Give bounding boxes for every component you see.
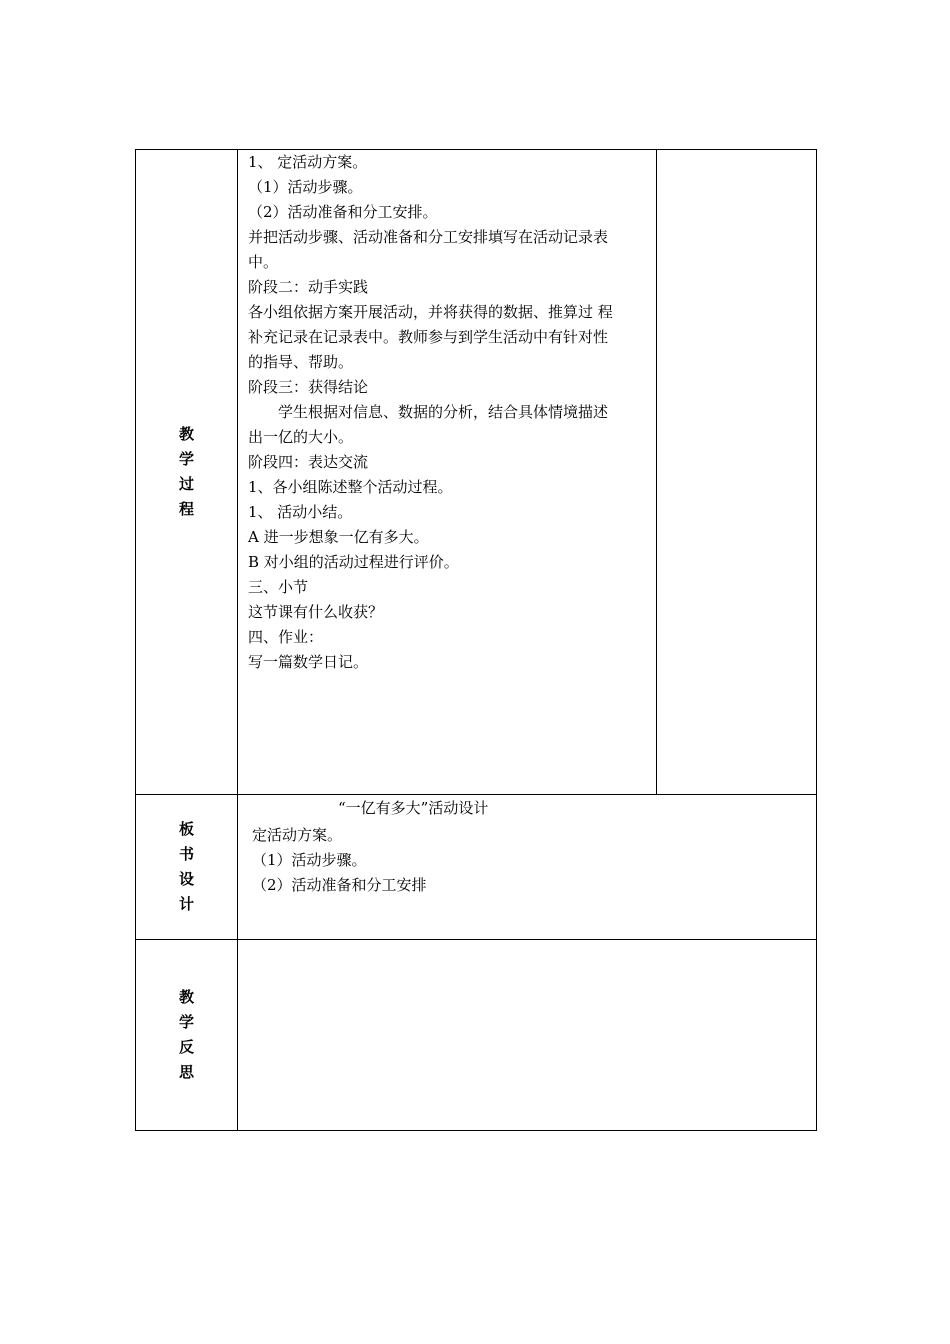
label-char: 设 [178, 870, 194, 888]
process-line: （2）活动准备和分工安排。 [248, 203, 438, 221]
process-line: 的指导、帮助。 [248, 353, 354, 371]
label-char: 计 [178, 895, 194, 913]
process-line: 各小组依据方案开展活动，并将获得的数据、推算过 程 [248, 303, 613, 321]
board-design-title: “一亿有多大”活动设计 [338, 799, 489, 817]
label-char: 反 [178, 1038, 194, 1056]
process-line: 1、 活动小结。 [248, 503, 353, 521]
process-line: 并把活动步骤、活动准备和分工安排填写在活动记录表 [248, 228, 609, 246]
teaching-reflection-content-cell [238, 940, 817, 1131]
process-line: （1）活动步骤。 [248, 178, 363, 196]
process-line: 三、小节 [248, 578, 309, 596]
board-design-row [136, 795, 817, 940]
process-line: 补充记录在记录表中。教师参与到学生活动中有针对性 [248, 328, 609, 346]
board-design-content [238, 795, 816, 898]
teaching-process-content-cell [238, 150, 657, 795]
label-char: 书 [178, 845, 194, 863]
label-char: 思 [178, 1063, 194, 1081]
label-char: 板 [178, 820, 194, 838]
board-line: （2）活动准备和分工安排 [252, 876, 427, 894]
label-char: 学 [178, 450, 194, 468]
process-line: A 进一步想象一亿有多大。 [248, 528, 429, 546]
process-line: 四、作业： [248, 628, 324, 646]
label-char: 程 [178, 500, 194, 518]
teaching-process-content [238, 150, 656, 675]
teaching-process-label-cell [136, 150, 238, 795]
process-line: 出一亿的大小。 [248, 428, 354, 446]
board-design-content-cell [238, 795, 817, 940]
label-char: 教 [178, 425, 194, 443]
process-line: 阶段四：表达交流 [248, 453, 369, 471]
label-char: 过 [178, 475, 194, 493]
board-line: 定活动方案。 [252, 826, 343, 844]
process-line: 1、 定活动方案。 [248, 153, 368, 171]
board-design-label [179, 817, 194, 917]
process-line: 1、各小组陈述整个活动过程。 [248, 478, 453, 496]
process-line: 阶段三：获得结论 [248, 378, 369, 396]
process-line: 这节课有什么收获？ [248, 603, 384, 621]
lesson-plan-table [135, 149, 817, 1131]
board-design-label-cell [136, 795, 238, 940]
teaching-process-label [179, 422, 194, 522]
board-line: （1）活动步骤。 [252, 851, 367, 869]
process-line: B 对小组的活动过程进行评价。 [248, 553, 459, 571]
process-line: 阶段二：动手实践 [248, 278, 369, 296]
teaching-reflection-label [179, 985, 194, 1085]
teaching-process-notes-cell [657, 150, 817, 795]
process-line: 写一篇数学日记。 [248, 653, 369, 671]
label-char: 教 [178, 988, 194, 1006]
teaching-reflection-label-cell [136, 940, 238, 1131]
process-line: 学生根据对信息、数据的分析，结合具体情境描述 [278, 403, 609, 421]
process-line: 中。 [248, 253, 279, 271]
teaching-reflection-row [136, 940, 817, 1131]
label-char: 学 [178, 1013, 194, 1031]
teaching-process-row [136, 150, 817, 795]
